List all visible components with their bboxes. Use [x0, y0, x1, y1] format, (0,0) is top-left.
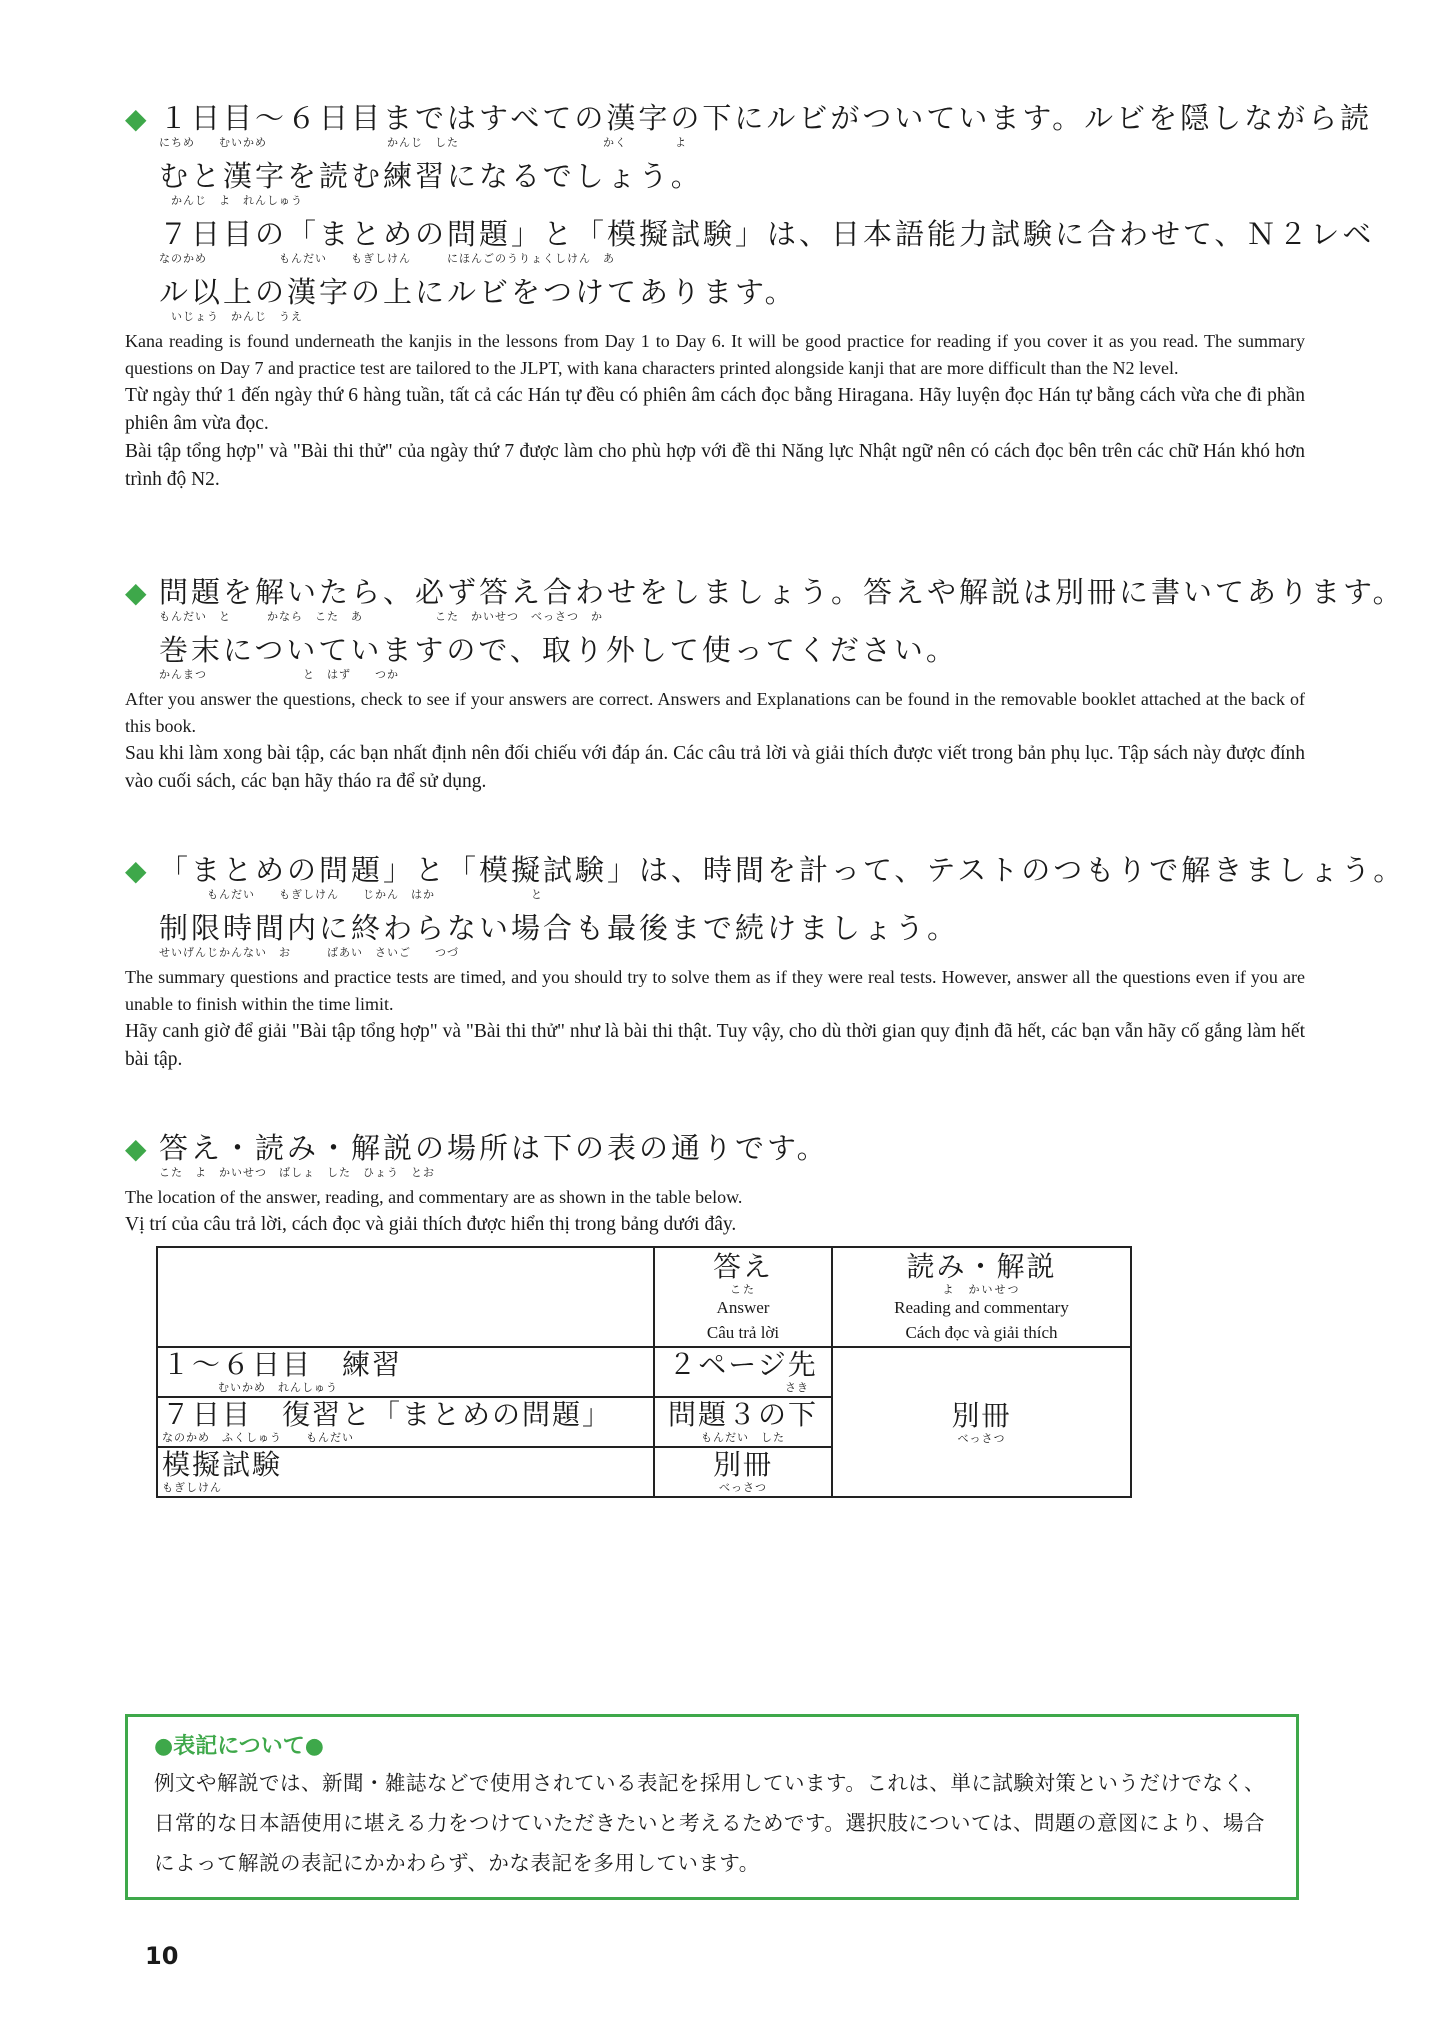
- row-label-cell: [157, 1347, 654, 1397]
- header-ruby: こた: [730, 1283, 756, 1296]
- jp-line: ◆ 答え・読み・解説の場所は下の表の通りです。 こた よ かいせつ ばしょ した ひょう とお: [125, 1126, 1305, 1184]
- section-ruby-note: [125, 96, 1375, 494]
- row-label-ruby: なのかめ ふくしゅう もんだい: [162, 1431, 354, 1444]
- diamond-bullet-icon: ◆: [125, 1132, 150, 1165]
- header-en: Reading and commentary: [894, 1298, 1069, 1317]
- jp-line: 巻末についていますので、取り外して使ってください。 かんまつ と はず つか: [159, 633, 958, 681]
- jp-line: ル以上の漢字の上にルビをつけてあります。 いじょう かんじ うえ: [159, 275, 797, 323]
- row-label: １～６日目 練習: [162, 1348, 403, 1381]
- jp-line: ◆ 問題を解いたら、必ず答え合わせをしましょう。答えや解説は別冊に書いてあります。 もんだい と かなら こた あ こた かいせつ べっさつ か: [125, 570, 1305, 628]
- empty-header-cell: [157, 1247, 654, 1347]
- ruby-text: なのかめ もんだい もぎしけん にほんごのうりょくしけん あ: [159, 252, 615, 265]
- vietnamese-text: Sau khi làm xong bài tập, các bạn nhất định nên đối chiếu với đáp án. Các câu trả lời và giải thích được viết trong bản phụ lục. Tập sách này được đính vào cuối sách, các bạn hãy tháo ra để sử dụng.: [125, 743, 1305, 792]
- english-text: The location of the answer, reading, and commentary are as shown in the table below.: [125, 1187, 743, 1207]
- jp-line: ７日目の「まとめの問題」と「模擬試験」は、日本語能力試験に合わせて、Ｎ２レベ なのかめ もんだい もぎしけん にほんごのうりょくしけん あ: [159, 217, 1375, 265]
- section-timing: [125, 848, 1406, 1074]
- ruby-text: にちめ むいかめ かんじ した かく よ: [159, 136, 687, 149]
- header-jp: 読み・解説: [906, 1250, 1057, 1283]
- table-row: [157, 1347, 1131, 1397]
- english-text: After you answer the questions, check to see if your answers are correct. Answers and Explanations can be found in the removable booklet attached at the back of this book.: [125, 689, 1305, 736]
- vietnamese-text: Vị trí của câu trả lời, cách đọc và giải thích được hiển thị trong bảng dưới đây.: [125, 1214, 737, 1235]
- row-answer: ２ページ先: [668, 1348, 818, 1381]
- row-answer-ruby: べっさつ: [719, 1481, 767, 1494]
- row-answer-ruby: もんだい した: [701, 1431, 785, 1444]
- row-answer-cell: [654, 1397, 832, 1447]
- ruby-text: こた よ かいせつ ばしょ した ひょう とお: [159, 1166, 435, 1179]
- section-answers: [125, 570, 1405, 796]
- reading-cell: [832, 1347, 1131, 1497]
- jp-line: ◆ １日目～６日目まではすべての漢字の下にルビがついています。ルビを隠しながら読 にちめ むいかめ かんじ した かく よ: [125, 96, 1305, 154]
- header-vi: Cách đọc và giải thích: [905, 1323, 1058, 1342]
- answer-header-cell: [654, 1247, 832, 1347]
- ruby-text: もんだい と かなら こた あ こた かいせつ べっさつ か: [159, 610, 603, 623]
- row-label-cell: [157, 1397, 654, 1447]
- location-table: [156, 1246, 1132, 1498]
- row-answer-ruby: さき: [785, 1381, 809, 1394]
- row-label: ７日目 復習と「まとめの問題」: [162, 1398, 613, 1431]
- notation-body: 例文や解説では、新聞・雑誌などで使用されている表記を採用しています。これは、単に試験対策というだけでなく、日常的な日本語使用に堪える力をつけていただきたいと考えるためです。選択肢については、問題の意図により、場合によって解説の表記にかかわらず、かな表記を多用しています。: [154, 1771, 1265, 1875]
- vietnamese-text: Hãy canh giờ để giải "Bài tập tổng hợp" và "Bài thi thử" như là bài thi thật. Tuy vậy, cho dù thời gian quy định đã hết, các bạn vẫn hãy cố gắng làm hết bài tập.: [125, 1021, 1305, 1070]
- row-answer-cell: [654, 1447, 832, 1497]
- english-text: Kana reading is found underneath the kanjis in the lessons from Day 1 to Day 6. It will be good practice for reading if you cover it as you read. The summary questions on Day 7 and practice test are tailored to the JLPT, with kana characters printed alongside kanji that are more difficult than the N2 level.: [125, 331, 1305, 378]
- ruby-text: せいげんじかんない お ばあい さいご つづ: [159, 946, 459, 959]
- jp-line: 制限時間内に終わらない場合も最後まで続けましょう。 せいげんじかんない お ばあい さいご つづ: [159, 911, 960, 959]
- vietnamese-text: Từ ngày thứ 1 đến ngày thứ 6 hàng tuần, tất cả các Hán tự đều có phiên âm cách đọc bằng Hiragana. Hãy luyện đọc Hán tự bằng cách vừa che đi phần phiên âm vừa đọc.: [125, 385, 1305, 434]
- table-header-row: [157, 1247, 1131, 1347]
- ruby-text: いじょう かんじ うえ: [159, 310, 303, 323]
- jp-line: ◆ 「まとめの問題」と「模擬試験」は、時間を計って、テストのつもりで解きましょう。 もんだい もぎしけん じかん はか と: [125, 848, 1305, 906]
- row-label-cell: [157, 1447, 654, 1497]
- page-number: 10: [145, 1942, 179, 1970]
- ruby-text: かんじ よ れんしゅう: [159, 194, 303, 207]
- diamond-bullet-icon: ◆: [125, 102, 150, 135]
- notation-title: ●表記について●: [154, 1734, 324, 1759]
- row-answer: 別冊: [712, 1448, 773, 1481]
- reading-header-cell: [832, 1247, 1131, 1347]
- row-label-ruby: もぎしけん: [162, 1481, 222, 1494]
- section-location: [125, 1126, 1305, 1239]
- english-text: The summary questions and practice tests are timed, and you should try to solve them as if they were real tests. However, answer all the questions even if you are unable to finish within the time limit.: [125, 967, 1305, 1014]
- row-label-ruby: むいかめ れんしゅう: [218, 1381, 338, 1394]
- header-vi: Câu trả lời: [706, 1323, 780, 1342]
- reading-cell-text: 別冊: [951, 1399, 1012, 1432]
- jp-line: むと漢字を読む練習になるでしょう。 かんじ よ れんしゅう: [159, 159, 703, 207]
- row-answer-cell: [654, 1347, 832, 1397]
- notation-box: [125, 1714, 1299, 1900]
- vietnamese-text: Bài tập tổng hợp" và "Bài thi thử" của ngày thứ 7 được làm cho phù hợp với đề thi Năng lực Nhật ngữ nên có cách đọc bên trên các chữ Hán khó hơn trình độ N2.: [125, 441, 1305, 490]
- header-jp: 答え: [712, 1250, 773, 1283]
- header-en: Answer: [716, 1298, 770, 1317]
- header-ruby: よ かいせつ: [942, 1283, 1021, 1296]
- diamond-bullet-icon: ◆: [125, 854, 150, 887]
- ruby-text: もんだい もぎしけん じかん はか と: [159, 888, 543, 901]
- reading-cell-ruby: べっさつ: [957, 1432, 1006, 1445]
- diamond-bullet-icon: ◆: [125, 576, 150, 609]
- row-answer: 問題３の下: [667, 1398, 818, 1431]
- row-label: 模擬試験: [162, 1448, 283, 1481]
- ruby-text: かんまつ と はず つか: [159, 668, 399, 681]
